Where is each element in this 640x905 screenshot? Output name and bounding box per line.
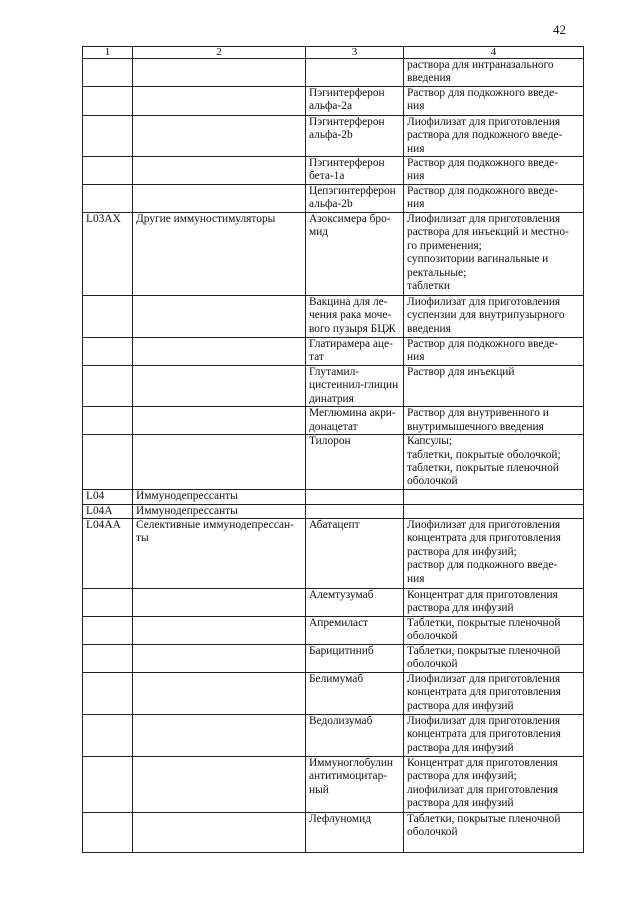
table-row: [83, 435, 584, 490]
atc-code-cell: [83, 296, 133, 338]
dosage-form-text: Раствор для инъекций: [407, 366, 515, 379]
atc-code-cell: [83, 213, 133, 296]
drug-name-cell: [306, 519, 404, 589]
table-row: [83, 589, 584, 617]
atc-code-cell: [83, 407, 133, 435]
drug-name-cell: [306, 185, 404, 213]
dosage-form-text: Раствор для подкожного введе- ния: [407, 185, 558, 211]
atc-code-cell: [83, 617, 133, 645]
dosage-form-text: Лиофилизат для приготовления концентрата для приготовления раствора для инфузий: [407, 715, 561, 754]
drug-name-cell: [306, 296, 404, 338]
drug-name-cell: [306, 813, 404, 853]
dosage-form-text: Лиофилизат для приготовления концентрата для приготовления раствора для инфузий: [407, 673, 561, 712]
drug-name-text: Абатацепт: [309, 519, 360, 532]
dosage-form-cell: [404, 185, 584, 213]
drug-table: [82, 46, 584, 853]
atc-code-cell: [83, 715, 133, 757]
group-name-cell: [133, 504, 306, 518]
atc-code-cell: [83, 338, 133, 366]
atc-code-cell: [83, 757, 133, 813]
group-name-cell: [133, 366, 306, 407]
dosage-form-text: Лиофилизат для приготовления раствора для подкожного введе- ния: [407, 115, 563, 155]
column-header: 1: [83, 47, 133, 59]
table-row: [83, 366, 584, 407]
table-row: [83, 504, 584, 518]
dosage-form-text: Раствор для подкожного введе- ния: [407, 338, 558, 364]
dosage-form-text: Таблетки, покрытые пленочной оболочкой: [407, 813, 561, 839]
table-row: [83, 519, 584, 589]
drug-name-cell: [306, 407, 404, 435]
dosage-form-cell: [404, 519, 584, 589]
page-number: 42: [553, 22, 566, 37]
drug-name-text: Меглюмина акри- донацетат: [309, 407, 396, 433]
group-name-cell: [133, 157, 306, 185]
table-row: [83, 407, 584, 435]
dosage-form-cell: [404, 617, 584, 645]
dosage-form-cell: [404, 407, 584, 435]
group-name-cell: [133, 435, 306, 490]
group-name-text: Иммунодепрессанты: [136, 490, 238, 503]
atc-code-cell: [83, 589, 133, 617]
atc-code-text: L04A: [86, 504, 113, 517]
atc-code-text: L03AX: [86, 213, 121, 226]
dosage-form-text: Концентрат для приготовления раствора для инфузий; лиофилизат для приготовления раствора для инфузий: [407, 757, 559, 810]
drug-name-text: Белимумаб: [309, 673, 364, 686]
group-name-cell: [133, 338, 306, 366]
drug-name-cell: [306, 757, 404, 813]
dosage-form-text: Лиофилизат для приготовления раствора для инъекций и местно- го применения; суппозитории вагинальные и ректальные; таблетки: [407, 213, 569, 293]
group-name-text: Иммунодепрессанты: [136, 504, 238, 517]
table-row: [83, 59, 584, 87]
drug-name-text: Азоксимера бро- мид: [309, 213, 391, 239]
table-row: [83, 757, 584, 813]
dosage-form-cell: [404, 115, 584, 156]
dosage-form-text: раствора для интраназального введения: [407, 59, 554, 85]
drug-name-text: Цепэгинтерферон альфа-2b: [309, 185, 396, 211]
dosage-form-cell: [404, 338, 584, 366]
table-row: [83, 338, 584, 366]
drug-name-text: Алемтузумаб: [309, 589, 374, 602]
drug-name-cell: [306, 86, 404, 115]
drug-name-text: Пэгинтерферон бета-1a: [309, 157, 385, 183]
drug-name-text: Пэгинтерферон альфа-2b: [309, 115, 385, 142]
atc-code-cell: [83, 157, 133, 185]
column-header: 4: [404, 47, 584, 59]
group-name-cell: [133, 407, 306, 435]
drug-name-cell: [306, 715, 404, 757]
group-name-cell: [133, 213, 306, 296]
drug-name-cell: [306, 589, 404, 617]
atc-code-cell: [83, 435, 133, 490]
group-name-cell: [133, 59, 306, 87]
atc-code-cell: [83, 115, 133, 156]
dosage-form-text: Раствор для внутривенного и внутримышечного введения: [407, 407, 549, 433]
table-row: [83, 185, 584, 213]
table-body: [83, 59, 584, 853]
dosage-form-text: Лиофилизат для приготовления концентрата для приготовления раствора для инфузий; раствор для подкожного введе- ния: [407, 519, 561, 585]
drug-name-text: Глатирамера аце- тат: [309, 338, 393, 364]
drug-name-text: Апремиласт: [309, 617, 369, 630]
atc-code-cell: [83, 59, 133, 87]
drug-name-cell: [306, 617, 404, 645]
column-header: 2: [133, 47, 306, 59]
table-row: [83, 157, 584, 185]
drug-name-text: Тилорон: [309, 435, 351, 448]
dosage-form-cell: [404, 366, 584, 407]
group-name-text: Селективные иммунодепрессан- ты: [136, 519, 294, 545]
group-name-text: Другие иммуностимуляторы: [136, 213, 276, 226]
table-row: [83, 715, 584, 757]
group-name-cell: [133, 296, 306, 338]
atc-code-cell: [83, 504, 133, 518]
atc-code-cell: [83, 519, 133, 589]
drug-name-cell: [306, 157, 404, 185]
group-name-cell: [133, 617, 306, 645]
table-row: [83, 813, 584, 853]
dosage-form-cell: [404, 673, 584, 715]
table-row: [83, 296, 584, 338]
drug-name-text: Пэгинтерферон альфа-2a: [309, 86, 385, 113]
dosage-form-cell: [404, 435, 584, 490]
group-name-cell: [133, 490, 306, 504]
dosage-form-cell: [404, 157, 584, 185]
drug-name-cell: [306, 435, 404, 490]
table-row: [83, 617, 584, 645]
atc-code-cell: [83, 185, 133, 213]
dosage-form-text: Раствор для подкожного введе- ния: [407, 86, 558, 113]
table-row: [83, 86, 584, 115]
dosage-form-cell: [404, 86, 584, 115]
atc-code-cell: [83, 490, 133, 504]
atc-code-cell: [83, 645, 133, 673]
dosage-form-text: Раствор для подкожного введе- ния: [407, 157, 558, 183]
drug-name-text: Ведолизумаб: [309, 715, 373, 728]
dosage-form-text: Концентрат для приготовления раствора для инфузий: [407, 589, 558, 615]
drug-name-cell: [306, 59, 404, 87]
group-name-cell: [133, 115, 306, 156]
drug-name-cell: [306, 645, 404, 673]
dosage-form-cell: [404, 757, 584, 813]
atc-code-cell: [83, 366, 133, 407]
dosage-form-text: Лиофилизат для приготовления суспензии для внутрипузырного введения: [407, 296, 565, 335]
table-row: [83, 490, 584, 504]
group-name-cell: [133, 715, 306, 757]
dosage-form-cell: [404, 645, 584, 673]
dosage-form-cell: [404, 715, 584, 757]
drug-name-cell: [306, 213, 404, 296]
table-header-row: [83, 47, 584, 59]
dosage-form-cell: [404, 504, 584, 518]
table-row: [83, 673, 584, 715]
dosage-form-cell: [404, 296, 584, 338]
drug-name-text: Вакцина для ле- чения рака моче- вого пузыря БЦЖ: [309, 296, 396, 335]
table-row: [83, 115, 584, 156]
drug-name-cell: [306, 673, 404, 715]
atc-code-text: L04: [86, 490, 105, 503]
group-name-cell: [133, 589, 306, 617]
group-name-cell: [133, 757, 306, 813]
atc-code-cell: [83, 673, 133, 715]
atc-code-cell: [83, 813, 133, 853]
drug-name-text: Иммуноглобулин антитимоцитар- ный: [309, 757, 394, 796]
drug-name-cell: [306, 338, 404, 366]
group-name-cell: [133, 813, 306, 853]
group-name-cell: [133, 645, 306, 673]
table-row: [83, 213, 584, 296]
dosage-form-cell: [404, 59, 584, 87]
dosage-form-text: Таблетки, покрытые пленочной оболочкой: [407, 617, 561, 643]
group-name-cell: [133, 673, 306, 715]
drug-name-text: Глутамил- цистеинил-глицин динатрия: [309, 366, 399, 405]
group-name-cell: [133, 185, 306, 213]
group-name-cell: [133, 519, 306, 589]
group-name-cell: [133, 86, 306, 115]
drug-name-cell: [306, 366, 404, 407]
dosage-form-cell: [404, 213, 584, 296]
column-header: 3: [306, 47, 404, 59]
dosage-form-cell: [404, 813, 584, 853]
drug-name-text: Лефлуномид: [309, 813, 371, 826]
table-row: [83, 645, 584, 673]
atc-code-cell: [83, 86, 133, 115]
atc-code-text: L04AA: [86, 519, 121, 532]
drug-name-cell: [306, 504, 404, 518]
dosage-form-cell: [404, 589, 584, 617]
dosage-form-text: Капсулы; таблетки, покрытые оболочкой; таблетки, покрытые пленочной оболочкой: [407, 435, 561, 488]
drug-name-cell: [306, 490, 404, 504]
drug-name-cell: [306, 115, 404, 156]
drug-name-text: Барицитиниб: [309, 645, 374, 658]
dosage-form-cell: [404, 490, 584, 504]
dosage-form-text: Таблетки, покрытые пленочной оболочкой: [407, 645, 561, 671]
